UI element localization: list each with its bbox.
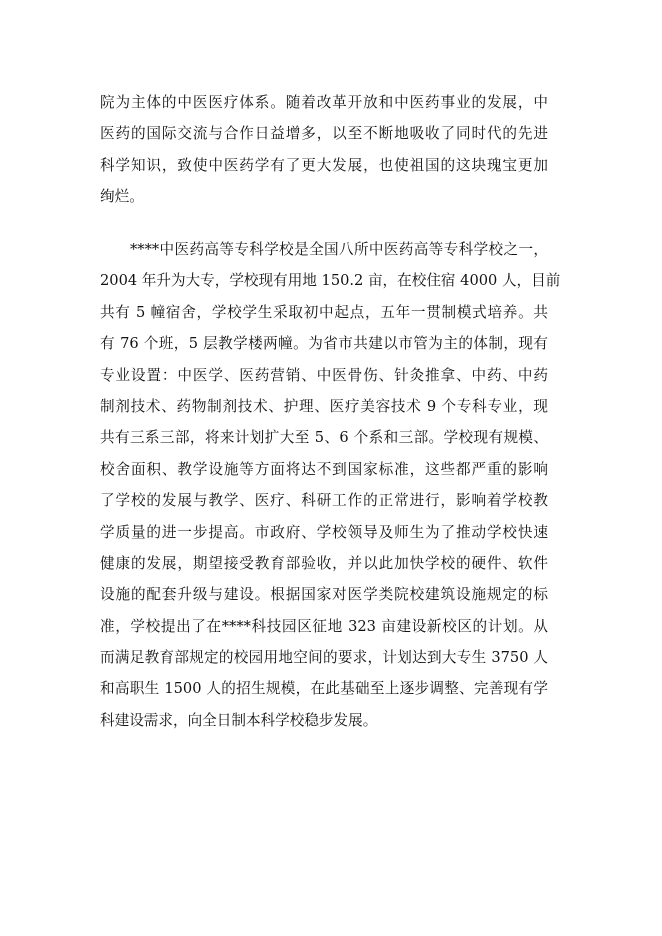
paragraph-line: 科建设需求，向全日制本科学校稳步发展。: [100, 711, 378, 729]
paragraph-line: 共有三系三部，将来计划扩大至 5、6 个系和三部。学校现有规模、: [100, 429, 548, 447]
paragraph-line: 学质量的进一步提高。市政府、学校领导及师生为了推动学校快速: [100, 523, 548, 541]
paragraph-line: 专业设置：中医学、医药营销、中医骨伤、针灸推拿、中药、中药: [100, 366, 548, 384]
paragraph-line: 而满足教育部规定的校园用地空间的要求，计划达到大专生 3750 人: [100, 649, 548, 667]
paragraph-line: 有 76 个班，5 层教学楼两幢。为省市共建以市管为主的体制，现有: [100, 335, 548, 353]
paragraph-line: 绚烂。: [100, 188, 144, 206]
paragraph-line: 共有 5 幢宿舍，学校学生采取初中起点，五年一贯制模式培养。共: [100, 303, 548, 321]
paragraph-line: 2004 年升为大专，学校现有用地 150.2 亩，在校住宿 4000 人，目前: [100, 272, 561, 290]
paragraph-1: [100, 87, 548, 213]
paragraph-line: 校舍面积、教学设施等方面将达不到国家标准，这些都严重的影响: [100, 460, 548, 478]
paragraph-line: 科学知识，致使中医药学有了更大发展，也使祖国的这块瑰宝更加: [100, 156, 548, 174]
paragraph-line: 准，学校提出了在****科技园区征地 323 亩建设新校区的计划。从: [100, 617, 548, 635]
paragraph-line: 了学校的发展与教学、医疗、科研工作的正常进行，影响着学校教: [100, 492, 548, 510]
paragraph-line: 院为主体的中医医疗体系。随着改革开放和中医药事业的发展，中: [100, 94, 548, 111]
paragraph-line: 医药的国际交流与合作日益增多，以至不断地吸收了同时代的先进: [100, 125, 548, 143]
paragraph-line: 制剂技术、药物制剂技术、护理、医疗美容技术 9 个专科专业，现: [100, 397, 548, 415]
paragraph-2: [100, 234, 561, 736]
paragraph-line: 健康的发展，期望接受教育部验收，并以此加快学校的硬件、软件: [100, 554, 548, 572]
paragraph-line: 和高职生 1500 人的招生规模，在此基础至上逐步调整、完善现有学: [100, 680, 548, 698]
paragraph-line: ****中医药高等专科学校是全国八所中医药高等专科学校之一，: [130, 241, 548, 258]
paragraph-line: 设施的配套升级与建设。根据国家对医学类院校建筑设施规定的标: [100, 586, 548, 604]
